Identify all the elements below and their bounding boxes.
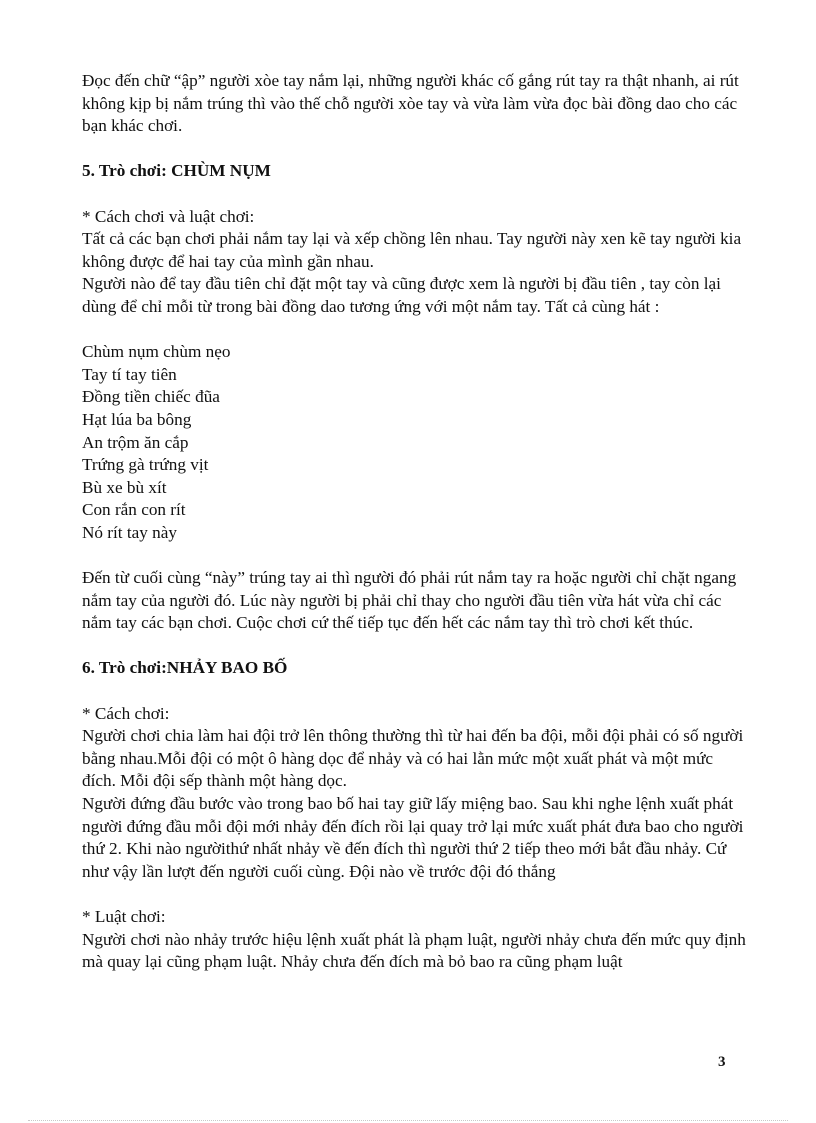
section-6-paragraph-1: Người chơi chia làm hai đội trở lên thông thường thì từ hai đến ba đội, mỗi đội phải có số người bằng nhau.Mỗi đội có một ô hàng dọc để nhảy và có hai lằn mức một xuất phát và một mức đích. Mỗi đội sếp thành một hàng dọc.: [82, 726, 744, 791]
intro-paragraph: Đọc đến chữ “ập” người xòe tay nắm lại, những người khác cố gắng rút tay ra thật nhanh, ai rút không kịp bị nắm trúng thì vào thế chỗ người xòe tay và vừa làm vừa đọc bài đồng dao cho các bạn khác chơi.: [82, 71, 739, 136]
section-5-rules-label: * Cách chơi và luật chơi:: [82, 206, 255, 226]
section-6-paragraph-3: Người chơi nào nhảy trước hiệu lệnh xuất phát là phạm luật, người nhảy chưa đến mức quy định mà quay lại cũng phạm luật. Nhảy chưa đến đích mà bỏ bao ra cũng phạm luật: [82, 929, 746, 972]
spacer: [82, 680, 747, 703]
poem-line: An trộm ăn cắp: [82, 432, 189, 452]
section-6-paragraph-2: Người đứng đầu bước vào trong bao bố hai tay giữ lấy miệng bao. Sau khi nghe lệnh xuất phát người đứng đầu mỗi đội mới nhảy đến đích rồi lại quay trở lại mức xuất phát đưa bao cho người thứ 2. Khi nào ngườithứ nhất nhảy về đến đích thì người thứ 2 tiếp theo mới bắt đầu nhảy. Cứ như vậy lần lượt đến người cuối cùng. Đội nào về trước đội đó thắng: [82, 794, 744, 881]
spacer: [82, 883, 747, 906]
poem-line: Đồng tiền chiếc đũa: [82, 387, 220, 407]
poem-line: Trứng gà trứng vịt: [82, 455, 209, 475]
section-5-paragraph-3: Đến từ cuối cùng “này” trúng tay ai thì người đó phải rút nắm tay ra hoặc người chỉ chặt ngang nắm tay của người đó. Lúc này người bị phải chỉ thay cho người đầu tiên vừa hát vừa chỉ các nắm tay các bạn chơi. Cuộc chơi cứ thế tiếp tục đến hết các nắm tay thì trò chơi kết thúc.: [82, 568, 737, 633]
poem-block: [82, 341, 747, 544]
page-number: 3: [718, 1054, 726, 1070]
spacer: [82, 138, 747, 161]
poem-line: Hạt lúa ba bông: [82, 409, 192, 429]
section-6-rules-label: * Luật chơi:: [82, 906, 166, 926]
page-content: [82, 70, 747, 974]
spacer: [82, 319, 747, 342]
poem-line: Nó rít tay này: [82, 522, 177, 542]
poem-line: Chùm nụm chùm nẹo: [82, 342, 231, 362]
poem-line: Tay tí tay tiên: [82, 364, 177, 384]
spacer: [82, 635, 747, 658]
page-divider: [28, 1120, 788, 1121]
section-5-paragraph-2: Người nào để tay đầu tiên chỉ đặt một tay và cũng được xem là người bị đầu tiên , tay còn lại dùng để chỉ mỗi từ trong bài đồng dao tương ứng với một nắm tay. Tất cả cùng hát :: [82, 274, 721, 316]
spacer: [82, 183, 747, 206]
poem-line: Con rắn con rít: [82, 500, 186, 520]
section-6-how-label: * Cách chơi:: [82, 703, 170, 723]
spacer: [82, 544, 747, 567]
section-5-paragraph-1: Tất cả các bạn chơi phải nắm tay lại và xếp chồng lên nhau. Tay người này xen kẽ tay người kia không được để hai tay của mình gần nhau.: [82, 229, 742, 271]
section-5-heading: 5. Trò chơi: CHÙM NỤM: [82, 161, 271, 181]
poem-line: Bù xe bù xít: [82, 477, 167, 497]
section-6-heading: 6. Trò chơi:NHẢY BAO BỐ: [82, 658, 288, 678]
